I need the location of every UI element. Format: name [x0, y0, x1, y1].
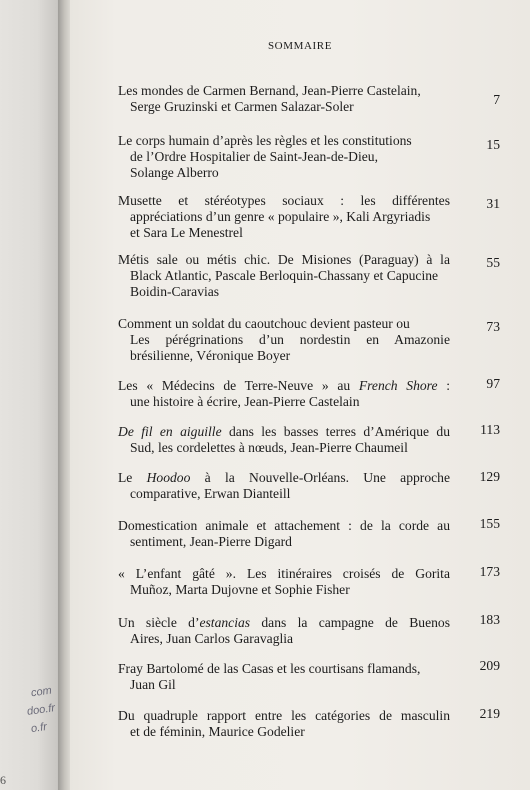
- italic-title-text: Hoodoo: [146, 470, 191, 485]
- page-number: 155: [479, 516, 500, 531]
- page-number: 129: [479, 469, 500, 484]
- page-title: SOMMAIRE: [267, 40, 333, 52]
- article-title-text: Domestication animale et attachement : de la corde au: [118, 518, 450, 533]
- toc-entry-line: [118, 316, 450, 332]
- toc-entry-line: [118, 661, 450, 677]
- article-title-text: Muñoz,: [130, 582, 172, 598]
- author-name: Erwan Dianteill: [200, 486, 291, 502]
- toc-entry-line: [118, 470, 450, 486]
- author-name: Pascale Berloquin-Chassany et Capucine: [211, 268, 439, 284]
- author-name: et Sara Le Menestrel: [130, 225, 243, 241]
- toc-entry: [118, 252, 450, 301]
- margin-bleed-text: doo.fr: [26, 702, 56, 718]
- author-name: Jean-Pierre Castelain,: [298, 83, 421, 98]
- toc-entry-line: [118, 518, 450, 534]
- article-title-text: Le corps humain d’après les règles et les constitutions: [118, 133, 412, 148]
- article-title-text: Du quadruple rapport entre les catégories de masculin: [118, 708, 450, 723]
- toc-entry: [118, 470, 450, 502]
- toc-entry: [118, 378, 450, 410]
- toc-entry: [118, 424, 450, 456]
- author-name: Kali Argyriadis: [342, 209, 431, 225]
- article-title-text: dans la campagne de Buenos: [250, 615, 450, 630]
- toc-entry-line: [118, 209, 450, 225]
- article-title-text: Fray Bartolomé de las Casas et les courtisans flamands,: [118, 661, 421, 676]
- article-title-text: de l’Ordre Hospitalier de Saint-Jean-de-Dieu,: [130, 149, 378, 165]
- toc-entry-line: [118, 534, 450, 550]
- author-name: Maurice Godelier: [205, 724, 305, 740]
- italic-title-text: De fil en aiguille: [118, 424, 222, 439]
- toc-entry-line: [118, 631, 450, 647]
- article-title-text: sentiment,: [130, 534, 187, 550]
- toc-entry-line: [118, 165, 450, 181]
- author-name: Véronique Boyer: [193, 348, 291, 364]
- toc-entry-line: [118, 149, 450, 165]
- toc-entry-line: [118, 486, 450, 502]
- article-title-text: :: [437, 378, 450, 393]
- article-title-text: Musette et stéréotypes sociaux : les différentes: [118, 193, 450, 208]
- page-number: 97: [486, 376, 500, 391]
- article-title-text: dans les basses terres d’Amérique du: [221, 424, 450, 439]
- toc-entry-line: [118, 268, 450, 284]
- toc-entry-line: [118, 378, 450, 394]
- toc-entry-line: [118, 677, 450, 693]
- facing-page: [0, 0, 62, 790]
- toc-entry-line: [118, 225, 450, 241]
- toc-entry-line: [118, 83, 450, 99]
- author-name: Solange Alberro: [130, 165, 219, 181]
- article-title-text: Les mondes de Carmen Bernand,: [118, 83, 299, 98]
- toc-entry: [118, 316, 450, 365]
- article-title-text: Les « Médecins de Terre-Neuve » au: [118, 378, 359, 393]
- author-name: Jean-Pierre Chaumeil: [287, 440, 408, 456]
- author-name: Boidin-Caravias: [130, 284, 220, 300]
- author-name: Marta Dujovne et Sophie Fisher: [171, 582, 350, 598]
- page-number: 31: [486, 196, 500, 211]
- article-title-text: appréciations d’un genre « populaire »,: [130, 209, 343, 225]
- page-number: 15: [486, 137, 500, 152]
- toc-entry: [118, 566, 450, 598]
- toc-entry-line: [118, 615, 450, 631]
- toc-entry: [118, 708, 450, 740]
- toc-entry-line: [118, 566, 450, 582]
- author-name: Jean-Pierre Castelain: [240, 394, 360, 410]
- page-number: 73: [486, 319, 500, 334]
- page-number: 209: [479, 658, 500, 673]
- page-number: 183: [479, 612, 500, 627]
- toc-entry: [118, 661, 450, 693]
- article-title-text: Métis sale ou métis chic. De Misiones (Paraguay) à la: [118, 252, 450, 267]
- toc-entry: [118, 518, 450, 550]
- article-title-text: « L’enfant gâté ». Les itinéraires croisés de Gorita: [118, 566, 450, 581]
- article-title-text: Un siècle d’: [118, 615, 200, 630]
- toc-entry-line: [118, 394, 450, 410]
- toc-entry-line: [118, 252, 450, 268]
- article-title-text: Sud, les cordelettes à nœuds,: [130, 440, 288, 456]
- author-name: Serge Gruzinski et Carmen Salazar-Soler: [130, 99, 354, 115]
- article-title-text: comparative,: [130, 486, 201, 502]
- article-title-text: Black Atlantic,: [130, 268, 212, 284]
- toc-entry: [118, 133, 450, 182]
- toc-entry-line: [118, 708, 450, 724]
- article-title-text: brésilienne,: [130, 348, 194, 364]
- page-number: 7: [493, 92, 500, 107]
- page-number: 55: [486, 255, 500, 270]
- toc-entry: [118, 193, 450, 242]
- page-number: 113: [480, 422, 500, 437]
- margin-bleed-text: com: [30, 684, 53, 700]
- italic-title-text: estancias: [199, 615, 251, 630]
- toc-entry-line: [118, 582, 450, 598]
- author-name: Juan Gil: [130, 677, 176, 693]
- italic-title-text: French Shore: [358, 378, 438, 393]
- article-title-text: Les pérégrinations d’un nordestin en Amazonie: [130, 332, 450, 348]
- toc-entry: [118, 615, 450, 647]
- toc-entry-line: [118, 284, 450, 300]
- author-name: Jean-Pierre Digard: [186, 534, 292, 550]
- toc-entry-line: [118, 440, 450, 456]
- article-title-text: Le: [118, 470, 147, 485]
- toc-entry-line: [118, 424, 450, 440]
- margin-bleed-text: o.fr: [30, 720, 48, 736]
- toc-entry-line: [118, 348, 450, 364]
- toc-entry-line: [118, 99, 450, 115]
- page-number: 219: [479, 706, 500, 721]
- toc-entry-line: [118, 133, 450, 149]
- article-title-text: une histoire à écrire,: [130, 394, 241, 410]
- author-name: Juan Carlos Garavaglia: [162, 631, 294, 647]
- toc-entry-line: [118, 724, 450, 740]
- article-title-text: et de féminin,: [130, 724, 206, 740]
- toc-entry: [118, 83, 450, 115]
- page-number: 173: [479, 564, 500, 579]
- article-title-text: à la Nouvelle-Orléans. Une approche: [190, 470, 450, 485]
- article-title-text: Comment un soldat du caoutchouc devient pasteur ou: [118, 316, 410, 331]
- toc-entry-line: [118, 332, 450, 348]
- article-title-text: Aires,: [130, 631, 163, 647]
- toc-entry-line: [118, 193, 450, 209]
- facing-page-number: 6: [0, 773, 6, 787]
